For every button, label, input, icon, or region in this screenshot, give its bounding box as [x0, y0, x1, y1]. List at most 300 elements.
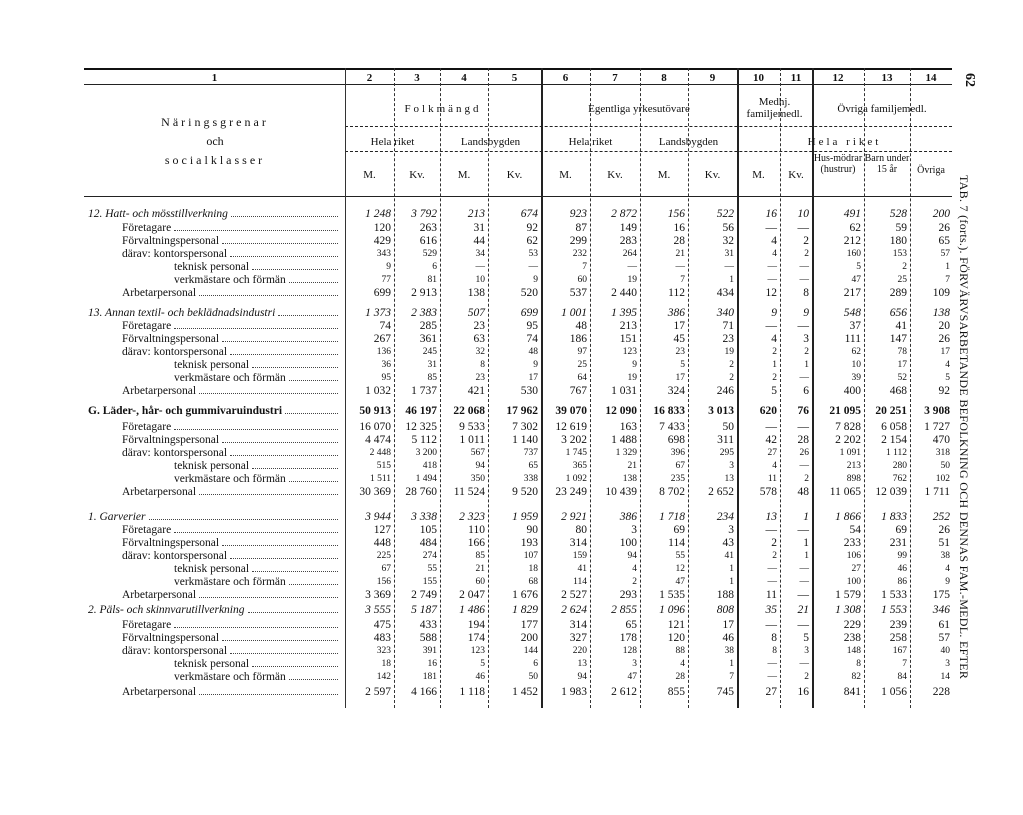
table-cell: 470: [932, 434, 950, 446]
table-cell: 8: [480, 360, 485, 370]
table-cell: 9: [803, 307, 809, 319]
table-cell: 50: [940, 461, 950, 471]
table-cell: 228: [932, 686, 950, 698]
table-cell: 327: [569, 632, 587, 644]
table-cell: 229: [843, 619, 861, 631]
row-label: 1. Garverier: [88, 511, 146, 523]
table-cell: 1 140: [512, 434, 538, 446]
table-cell: 67: [381, 564, 391, 574]
table-cell: 156: [667, 208, 685, 220]
table-cell: 62: [526, 235, 538, 247]
barn-header: Barn under 15 år: [864, 153, 910, 175]
table-cell: 7 302: [512, 421, 538, 433]
table-cell: 220: [572, 646, 587, 656]
row-label: 2. Päls- och skinnvarutillverkning: [88, 604, 245, 616]
kv-header: Kv.: [506, 169, 523, 181]
header-bottom-rule: [84, 196, 952, 197]
table-cell: 21: [627, 461, 637, 471]
table-cell: 6 058: [881, 421, 907, 433]
kv-header: Kv.: [607, 169, 623, 181]
table-cell: 47: [675, 577, 685, 587]
table-cell: 5: [480, 659, 485, 669]
table-cell: 13: [577, 659, 587, 669]
dot-leader: [285, 413, 338, 414]
table-cell: 12 619: [555, 421, 587, 433]
table-cell: —: [767, 564, 777, 574]
table-cell: 11 524: [453, 486, 485, 498]
table-cell: 3 202: [561, 434, 587, 446]
table-cell: 6: [432, 262, 437, 272]
dot-leader: [252, 468, 338, 469]
table-cell: 27: [765, 686, 777, 698]
table-cell: 213: [619, 320, 637, 332]
table-cell: 5: [945, 373, 950, 383]
row-label: Arbetarpersonal: [122, 589, 197, 601]
table-cell: 10: [475, 275, 485, 285]
table-cell: 340: [716, 307, 734, 319]
table-cell: 26: [938, 222, 950, 234]
table-cell: —: [765, 222, 777, 234]
dot-leader: [230, 455, 338, 456]
table-cell: 17 962: [506, 405, 538, 417]
row-label: Förvaltningspersonal: [122, 235, 220, 247]
table-cell: 21: [475, 564, 485, 574]
table-cell: 1: [803, 511, 809, 523]
table-cell: 5: [771, 385, 777, 397]
table-cell: 767: [569, 385, 587, 397]
table-cell: 762: [892, 474, 907, 484]
header-rule-2: [345, 151, 952, 152]
dot-leader: [174, 429, 338, 430]
row-label: verkmästare och förmän: [174, 274, 286, 286]
table-cell: 396: [670, 448, 685, 458]
table-cell: 365: [572, 461, 587, 471]
table-cell: 2: [771, 537, 777, 549]
table-cell: 110: [468, 524, 485, 536]
dot-leader: [289, 481, 338, 482]
table-cell: 530: [520, 385, 538, 397]
table-cell: 1 329: [615, 448, 637, 458]
table-cell: 180: [889, 235, 907, 247]
table-cell: 138: [622, 474, 637, 484]
table-cell: 1 711: [924, 486, 950, 498]
table-cell: 17: [940, 347, 950, 357]
table-cell: 28: [673, 235, 685, 247]
dot-leader: [149, 519, 339, 520]
table-cell: 520: [520, 287, 538, 299]
dot-leader: [230, 354, 338, 355]
table-cell: 60: [577, 275, 587, 285]
table-cell: 28: [675, 672, 685, 682]
table-cell: 1 092: [565, 474, 587, 484]
table-cell: 3 792: [411, 208, 437, 220]
table-cell: 295: [719, 448, 734, 458]
table-cell: 263: [419, 222, 437, 234]
m-header: M.: [752, 169, 765, 181]
row-label: Förvaltningspersonal: [122, 632, 220, 644]
table-cell: —: [765, 619, 777, 631]
table-cell: 484: [419, 537, 437, 549]
table-cell: 159: [572, 551, 587, 561]
dot-leader: [248, 612, 339, 613]
table-cell: 26: [799, 448, 809, 458]
landsbygden-header-2: Landsbygden: [658, 136, 719, 148]
table-cell: 491: [843, 208, 861, 220]
table-cell: 1 676: [512, 589, 538, 601]
table-cell: 38: [724, 646, 734, 656]
row-label: G. Läder-, hår- och gummivaruindustri: [88, 405, 283, 417]
table-cell: 35: [765, 604, 777, 616]
table-cell: 421: [467, 385, 485, 397]
table-cell: 25: [577, 360, 587, 370]
table-cell: 27: [851, 564, 861, 574]
table-cell: 121: [667, 619, 685, 631]
table-cell: 10: [797, 208, 809, 220]
table-cell: 20 251: [875, 405, 907, 417]
table-cell: 475: [373, 619, 391, 631]
dot-leader: [252, 666, 338, 667]
table-cell: 138: [932, 307, 950, 319]
table-cell: 8: [803, 287, 809, 299]
dot-leader: [289, 679, 338, 680]
table-cell: 1 112: [885, 448, 907, 458]
table-cell: 5: [680, 360, 685, 370]
table-cell: 235: [670, 474, 685, 484]
table-cell: 26: [938, 333, 950, 345]
table-cell: 9: [945, 577, 950, 587]
table-cell: 4: [945, 564, 950, 574]
table-cell: 193: [520, 537, 538, 549]
table-cell: 74: [379, 320, 391, 332]
table-cell: —: [799, 275, 809, 285]
table-cell: 200: [932, 208, 950, 220]
table-cell: 63: [473, 333, 485, 345]
table-cell: —: [799, 373, 809, 383]
table-cell: 56: [722, 222, 734, 234]
table-cell: —: [767, 659, 777, 669]
row-label: teknisk personal: [174, 658, 250, 670]
dot-leader: [199, 597, 338, 598]
table-cell: 102: [935, 474, 950, 484]
table-cell: 166: [467, 537, 485, 549]
table-cell: 21: [675, 249, 685, 259]
table-cell: 31: [473, 222, 485, 234]
table-cell: 8: [772, 646, 777, 656]
table-cell: 9 533: [459, 421, 485, 433]
kv-header: Kv.: [788, 169, 804, 181]
column-number: 14: [925, 72, 937, 84]
table-cell: 1 373: [365, 307, 391, 319]
table-cell: —: [799, 577, 809, 587]
table-cell: 12 325: [405, 421, 437, 433]
row-label: Företagare: [122, 222, 172, 234]
row-label: därav: kontorspersonal: [122, 645, 228, 657]
table-cell: 9: [533, 275, 538, 285]
table-cell: 19: [627, 373, 637, 383]
table-cell: 109: [932, 287, 950, 299]
table-cell: 59: [895, 222, 907, 234]
table-cell: 65: [938, 235, 950, 247]
table-cell: 2 202: [835, 434, 861, 446]
dot-leader: [231, 216, 338, 217]
table-cell: 41: [724, 551, 734, 561]
table-cell: 1 727: [924, 421, 950, 433]
table-cell: 142: [376, 672, 391, 682]
table-cell: 112: [668, 287, 685, 299]
table-cell: 2 448: [369, 448, 391, 458]
row-label: teknisk personal: [174, 359, 250, 371]
table-cell: 7: [680, 275, 685, 285]
table-cell: 855: [667, 686, 685, 698]
table-cell: 74: [526, 333, 538, 345]
table-cell: —: [675, 262, 685, 272]
table-cell: 13: [724, 474, 734, 484]
table-cell: 128: [622, 646, 637, 656]
column-number: 7: [612, 72, 618, 84]
table-cell: 175: [932, 589, 950, 601]
table-cell: 1: [729, 577, 734, 587]
table-cell: 1 096: [659, 604, 685, 616]
table-cell: 19: [724, 347, 734, 357]
column-number: 12: [832, 72, 844, 84]
husmodrar-header: Hus-mödrar (hustrur): [813, 153, 863, 175]
table-cell: 163: [619, 421, 637, 433]
table-cell: 1 118: [459, 686, 485, 698]
column-number: 6: [562, 72, 569, 84]
table-cell: 8 702: [659, 486, 685, 498]
table-cell: 68: [528, 577, 538, 587]
table-cell: 44: [473, 235, 485, 247]
table-cell: 8: [856, 659, 861, 669]
table-cell: 41: [577, 564, 587, 574]
table-cell: 85: [475, 551, 485, 561]
table-cell: 232: [572, 249, 587, 259]
dot-leader: [278, 315, 338, 316]
medhj-header: Medhj. familjemedl.: [746, 96, 803, 120]
table-cell: 9: [632, 360, 637, 370]
table-cell: 2 047: [459, 589, 485, 601]
page-number: 62: [962, 73, 977, 87]
table-cell: 923: [569, 208, 587, 220]
table-cell: 3 555: [365, 604, 391, 616]
table-cell: 2 383: [411, 307, 437, 319]
table-cell: 50: [528, 672, 538, 682]
table-cell: 16 070: [359, 421, 391, 433]
table-cell: 7 433: [659, 421, 685, 433]
ovriga-familjemedl-header: Övriga familjemedl.: [837, 103, 927, 115]
table-cell: 698: [667, 434, 685, 446]
table-cell: 2: [804, 672, 809, 682]
table-cell: 48: [528, 347, 538, 357]
column-number: 13: [881, 72, 893, 84]
table-cell: 188: [716, 589, 734, 601]
table-cell: 274: [422, 551, 437, 561]
dot-leader: [222, 442, 338, 443]
table-cell: 94: [577, 672, 587, 682]
table-cell: 3 200: [415, 448, 437, 458]
table-cell: 745: [716, 686, 734, 698]
table-cell: 9: [533, 360, 538, 370]
table-cell: 217: [843, 287, 861, 299]
table-cell: 90: [526, 524, 538, 536]
table-cell: 149: [619, 222, 637, 234]
table-cell: 18: [381, 659, 391, 669]
table-cell: —: [797, 320, 809, 332]
table-cell: 114: [573, 577, 587, 587]
dot-leader: [174, 328, 338, 329]
table-cell: 1 452: [512, 686, 538, 698]
table-cell: 51: [938, 537, 950, 549]
table-cell: 6: [533, 659, 538, 669]
table-cell: 43: [722, 537, 734, 549]
table-cell: 174: [467, 632, 485, 644]
table-cell: 737: [523, 448, 538, 458]
table-cell: 4: [632, 564, 637, 574]
table-cell: 78: [897, 347, 907, 357]
column-number: 4: [461, 72, 467, 84]
table-cell: 2 872: [611, 208, 637, 220]
table-cell: 418: [422, 461, 437, 471]
table-cell: 567: [470, 448, 485, 458]
dot-leader: [222, 341, 338, 342]
table-cell: 1 031: [611, 385, 637, 397]
table-cell: 39: [851, 373, 861, 383]
table-cell: 234: [716, 511, 734, 523]
table-cell: 105: [419, 524, 437, 536]
m-header: M.: [559, 169, 572, 181]
table-cell: 1 533: [881, 589, 907, 601]
table-cell: —: [797, 421, 809, 433]
table-cell: 578: [759, 486, 777, 498]
table-cell: 46: [475, 672, 485, 682]
table-cell: 34: [475, 249, 485, 259]
table-cell: 293: [619, 589, 637, 601]
table-cell: 1 829: [512, 604, 538, 616]
table-cell: 147: [889, 333, 907, 345]
table-cell: 138: [467, 287, 485, 299]
table-cell: —: [767, 577, 777, 587]
table-cell: 2 624: [561, 604, 587, 616]
table-cell: 50 913: [359, 405, 391, 417]
table-cell: 194: [467, 619, 485, 631]
table-cell: 37: [849, 320, 861, 332]
table-cell: 299: [569, 235, 587, 247]
dot-leader: [174, 627, 338, 628]
table-cell: 699: [373, 287, 391, 299]
dot-leader: [174, 532, 338, 533]
stub-header-line3: socialklasser: [164, 153, 266, 167]
table-cell: 8: [771, 632, 777, 644]
row-label: teknisk personal: [174, 563, 250, 575]
table-cell: 841: [843, 686, 861, 698]
table-cell: 81: [427, 275, 437, 285]
table-cell: 2 855: [611, 604, 637, 616]
table-cell: 17: [722, 619, 734, 631]
table-cell: 99: [897, 551, 907, 561]
table-cell: 16 833: [653, 405, 685, 417]
table-cell: 12 090: [605, 405, 637, 417]
landsbygden-header-1: Landsbygden: [460, 136, 521, 148]
table-cell: 178: [619, 632, 637, 644]
m-header: M.: [457, 169, 471, 181]
table-cell: 2 323: [459, 511, 485, 523]
table-cell: 239: [889, 619, 907, 631]
table-cell: 2: [729, 360, 734, 370]
table-cell: 155: [422, 577, 437, 587]
table-cell: 1 091: [839, 448, 861, 458]
table-cell: 2 913: [411, 287, 437, 299]
table-cell: 515: [376, 461, 391, 471]
table-cell: 47: [627, 672, 637, 682]
row-label: verkmästare och förmän: [174, 671, 286, 683]
table-cell: 12 039: [875, 486, 907, 498]
table-cell: 120: [667, 632, 685, 644]
table-cell: 1: [803, 537, 809, 549]
table-cell: 808: [716, 604, 734, 616]
table-cell: 1 579: [835, 589, 861, 601]
table-cell: 28: [797, 434, 809, 446]
table-cell: 2 652: [708, 486, 734, 498]
table-cell: 86: [897, 577, 907, 587]
table-cell: 50: [722, 421, 734, 433]
table-cell: 60: [475, 577, 485, 587]
table-cell: 17: [897, 360, 907, 370]
table-cell: 144: [523, 646, 538, 656]
row-label: Företagare: [122, 421, 172, 433]
table-cell: 65: [625, 619, 637, 631]
table-cell: 522: [716, 208, 734, 220]
table-cell: 77: [381, 275, 391, 285]
table-cell: 97: [577, 347, 587, 357]
hela-riket-header-1: Hela riket: [370, 136, 415, 148]
table-cell: 252: [932, 511, 950, 523]
table-cell: 92: [526, 222, 538, 234]
table-cell: 1 983: [561, 686, 587, 698]
table-cell: 28 760: [405, 486, 437, 498]
dot-leader: [252, 571, 338, 572]
column-number: 2: [366, 72, 373, 84]
table-cell: 4: [945, 360, 950, 370]
stub-header-line1: Näringsgrenar: [161, 115, 269, 129]
table-cell: 2: [772, 373, 777, 383]
table-cell: 153: [892, 249, 907, 259]
table-cell: 71: [722, 320, 734, 332]
side-title-container: [955, 175, 975, 815]
table-cell: 36: [381, 360, 391, 370]
table-cell: 48: [797, 486, 809, 498]
table-cell: 54: [849, 524, 861, 536]
table-cell: 674: [520, 208, 538, 220]
table-cell: 160: [846, 249, 861, 259]
table-cell: 100: [846, 577, 861, 587]
dot-leader: [174, 230, 338, 231]
table-cell: 283: [619, 235, 637, 247]
table-cell: 16: [765, 208, 777, 220]
table-cell: 156: [376, 577, 391, 587]
table-cell: 616: [419, 235, 437, 247]
table-cell: 3: [728, 524, 734, 536]
table-cell: 25: [897, 275, 907, 285]
table-cell: 238: [843, 632, 861, 644]
row-label: Arbetarpersonal: [122, 385, 197, 397]
column-number: 1: [211, 72, 218, 84]
table-cell: 1: [729, 275, 734, 285]
table-cell: 69: [895, 524, 907, 536]
table-cell: —: [627, 262, 637, 272]
table-cell: 1 737: [411, 385, 437, 397]
dot-leader: [230, 558, 338, 559]
table-cell: —: [765, 421, 777, 433]
